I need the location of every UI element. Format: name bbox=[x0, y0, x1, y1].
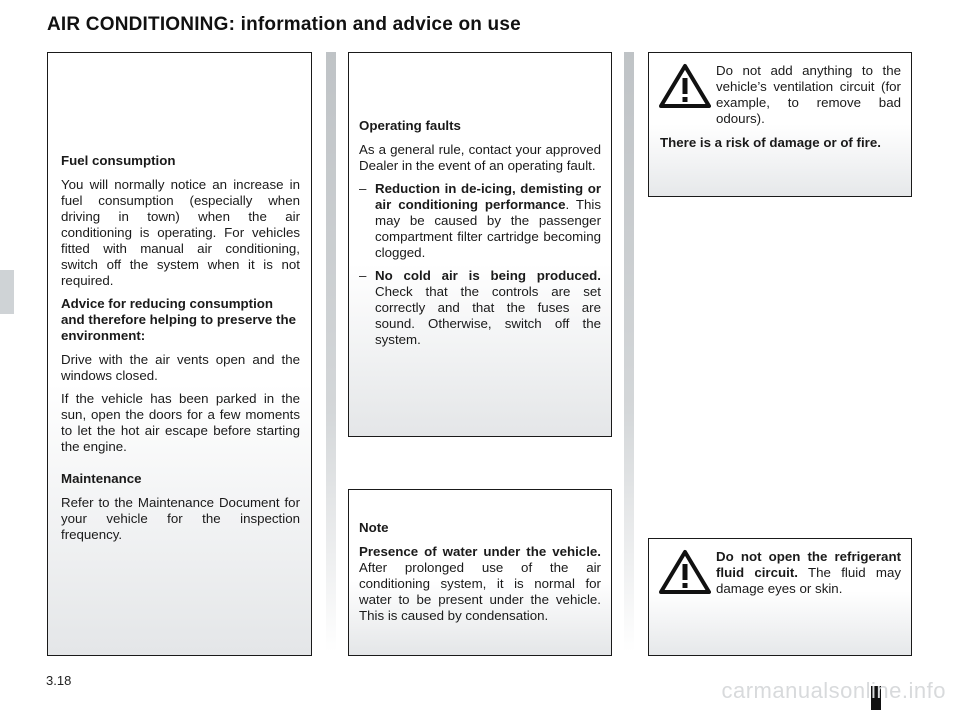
refrigerant-warning-bold: Do not open the refrigerant fluid circuit. bbox=[716, 549, 901, 580]
advice-text-1: Drive with the air vents open and the windows closed. bbox=[61, 352, 300, 383]
maintenance-text: Refer to the Maintenance Document for your vehicle for the inspection frequency. bbox=[61, 495, 300, 542]
fault-title: Reduction in de-icing, demisting or air conditioning performance bbox=[375, 181, 601, 212]
refrigerant-warning-box bbox=[648, 538, 912, 656]
list-item bbox=[359, 268, 601, 348]
watermark: carmanualsonline.info bbox=[721, 678, 946, 703]
operating-faults-box bbox=[348, 52, 612, 437]
fault-text: . This may be caused by the passenger compartment filter cartridge becoming clogged. bbox=[375, 197, 601, 260]
operating-faults-intro: As a general rule, contact your approved Dealer in the event of an operating fault. bbox=[359, 142, 601, 173]
list-dash: – bbox=[359, 181, 367, 196]
list-dash: – bbox=[359, 268, 367, 283]
maintenance-heading: Maintenance bbox=[61, 471, 142, 486]
ventilation-warning-text: Do not add anything to the vehicle’s ventilation circuit (for example, to remove bad odours). bbox=[716, 63, 901, 126]
list-item bbox=[359, 181, 601, 261]
advice-heading: Advice for reducing consumption and therefore helping to preserve the environment: bbox=[61, 296, 296, 343]
note-bold: Presence of water under the vehicle. bbox=[359, 544, 601, 559]
column-divider bbox=[326, 52, 336, 652]
warning-triangle-icon bbox=[659, 549, 711, 595]
section-tab bbox=[0, 270, 14, 314]
fault-title: No cold air is being produced. bbox=[375, 268, 601, 283]
fuel-consumption-heading: Fuel consumption bbox=[61, 153, 176, 168]
warning-triangle-icon bbox=[659, 63, 711, 109]
fault-text: Check that the controls are set correctly and that the fuses are sound. Otherwise, switch off the system. bbox=[375, 284, 601, 347]
fuel-consumption-text: You will normally notice an increase in fuel consumption (especially when driving in town) when the air conditioning is operating. For vehicles fitted with manual air conditioning, switch off the system when it is not required. bbox=[61, 177, 300, 288]
page-number: 3.18 bbox=[46, 673, 72, 688]
note-text: Presence of water under the vehicle. After prolonged use of the air conditioning system, it is normal for water to be present under the vehicle. This is caused by condensation. bbox=[359, 544, 601, 623]
page-title: AIR CONDITIONING: information and advice on use bbox=[47, 14, 521, 35]
ventilation-warning-box bbox=[648, 52, 912, 197]
note-box bbox=[348, 489, 612, 656]
refrigerant-warning-text: Do not open the refrigerant fluid circuit. The fluid may damage eyes or skin. bbox=[716, 549, 901, 596]
fuel-consumption-box bbox=[47, 52, 312, 656]
operating-faults-heading: Operating faults bbox=[359, 118, 461, 133]
ventilation-warning-risk: There is a risk of damage or of fire. bbox=[660, 135, 881, 150]
note-heading: Note bbox=[359, 520, 389, 535]
advice-text-2: If the vehicle has been parked in the sun, open the doors for a few moments to let the hot air escape before starting the engine. bbox=[61, 391, 300, 454]
column-divider bbox=[624, 52, 634, 652]
